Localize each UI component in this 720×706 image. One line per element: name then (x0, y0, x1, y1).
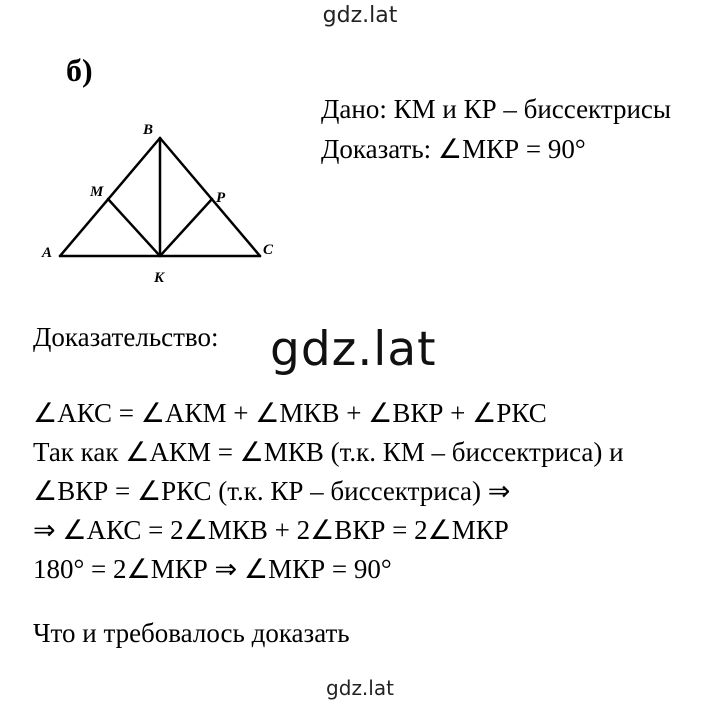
given-statement: Дано: КМ и КР – биссектрисы (321, 94, 672, 124)
proof-line-5: 180° = 2∠МКР ⇒ ∠МКР = 90° (33, 554, 392, 584)
vertex-label-m: M (90, 184, 104, 200)
vertex-label-b: B (143, 122, 154, 138)
vertex-label-p: P (216, 190, 226, 206)
proof-conclusion: Что и требовалось доказать (33, 618, 350, 648)
watermark-top: gdz.lat (322, 3, 398, 28)
vertex-label-c: C (263, 242, 274, 258)
segment-km (108, 199, 160, 256)
segment-kp (160, 199, 212, 256)
proof-line-2: Так как ∠АКМ = ∠МКВ (т.к. КМ – биссектриса) и (33, 437, 624, 467)
proof-line-3: ∠ВКР = ∠РКС (т.к. КР – биссектриса) ⇒ (33, 476, 511, 506)
triangle-figure (30, 110, 300, 295)
part-label: б) (66, 52, 93, 88)
watermark-bottom: gdz.lat (326, 676, 394, 700)
prove-statement: Доказать: ∠МКР = 90° (321, 134, 586, 164)
vertex-label-a: A (42, 245, 53, 261)
vertex-label-k: K (154, 270, 165, 286)
proof-line-4: ⇒ ∠АКС = 2∠МКВ + 2∠ВКР = 2∠МКР (33, 515, 509, 545)
proof-heading: Доказательство: (33, 322, 219, 352)
proof-line-1: ∠АКС = ∠АКМ + ∠МКВ + ∠ВКР + ∠РКС (33, 398, 547, 428)
watermark-middle: gdz.lat (270, 322, 437, 377)
